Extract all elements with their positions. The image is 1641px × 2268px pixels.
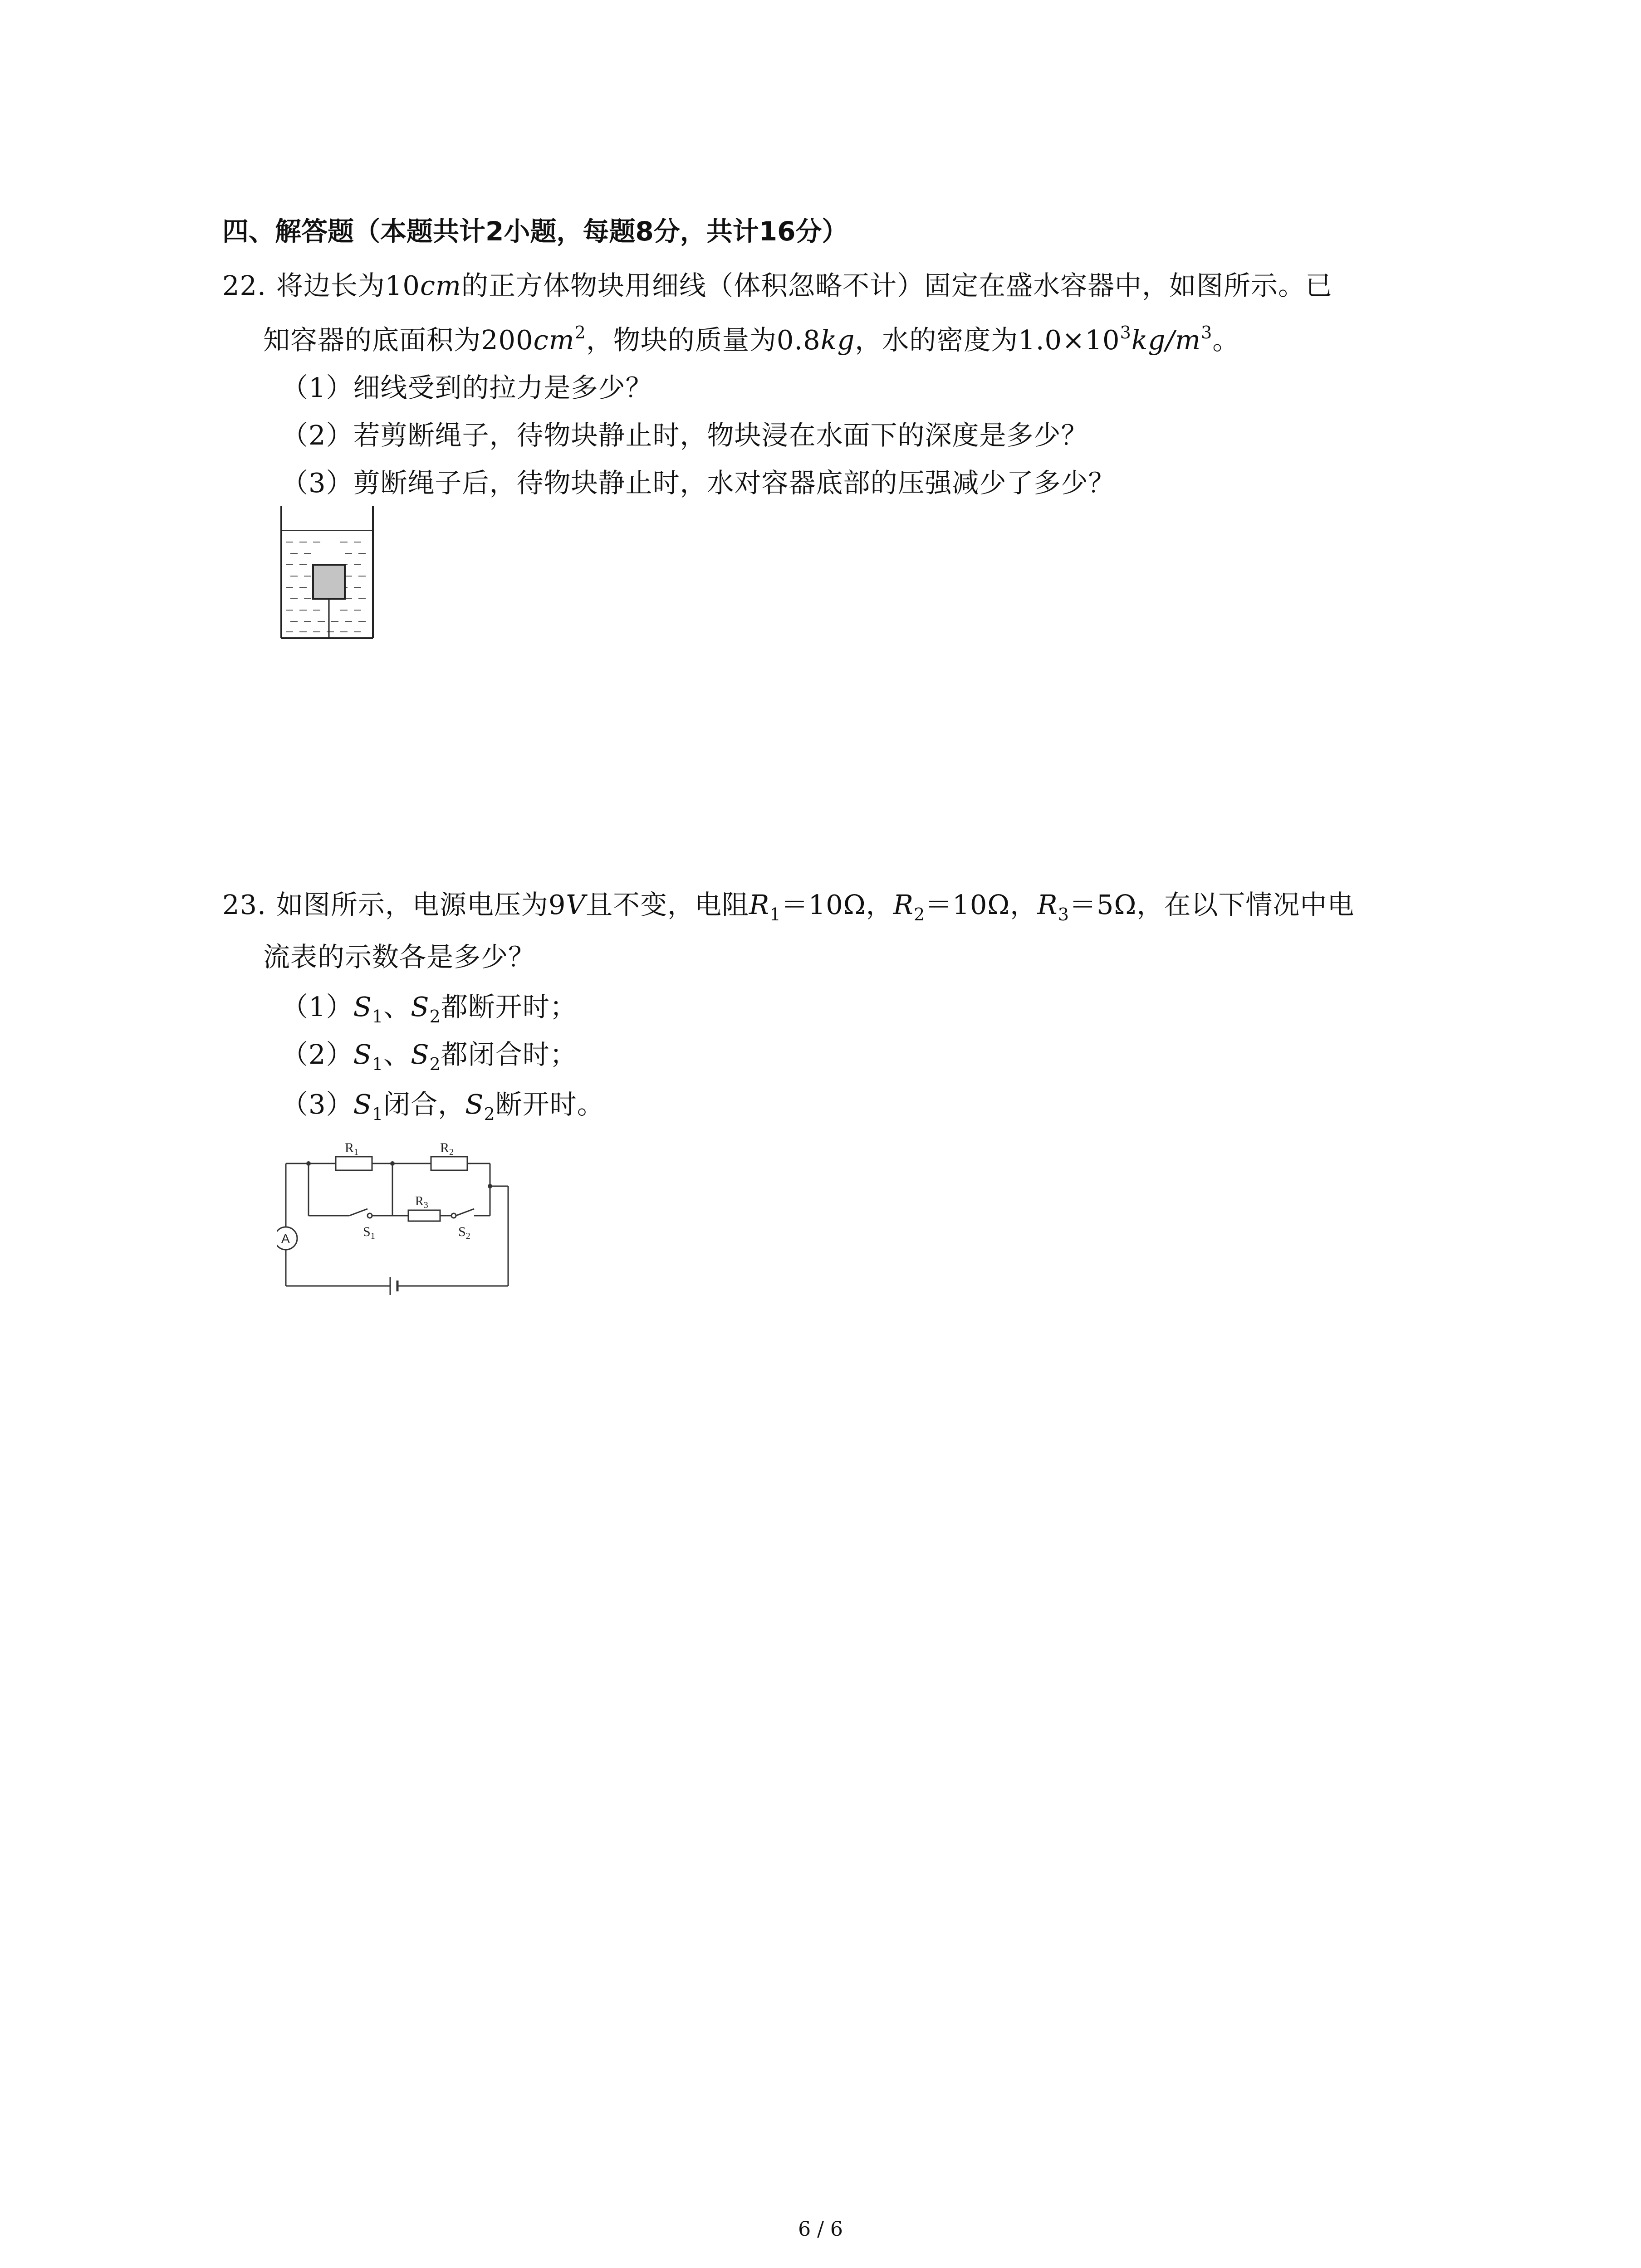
- resistor-r1: [336, 1157, 372, 1170]
- page-number: 6 / 6: [798, 2218, 843, 2241]
- q23-subquestion-2: $(2)S_1$、$S_2$都闭合时；: [281, 1039, 577, 1074]
- q22-line-2: 知容器的底面积为$200cm^2$，物块的质量为0.8kg，水的密度为$1.0\times 10^3kg/m^3$。: [263, 323, 1240, 356]
- resistor-r2: [431, 1157, 467, 1170]
- label-s1: $S_1$: [363, 1224, 375, 1241]
- q22-subquestion-2: （2）若剪断绳子，待物块静止时，物块浸在水面下的深度是多少？: [281, 420, 1088, 451]
- label-s2: $S_2$: [458, 1224, 470, 1241]
- q22-number: 22.: [222, 270, 266, 301]
- q23-subquestion-1: $(1)S_1$、$S_2$都断开时；: [281, 991, 577, 1026]
- switch-s1: [349, 1209, 367, 1216]
- label-r1: $R_1$: [345, 1140, 359, 1157]
- q23-number: 23.: [222, 889, 266, 920]
- switch-s2: [456, 1209, 474, 1216]
- q23-line-1: 23. 如图所示，电源电压为9V且不变，电阻$R_1=10\Omega$，$R_2=10\Omega$，$R_3=5\Omega$，在以下情况中电: [222, 887, 1354, 923]
- label-r2: $R_2$: [440, 1140, 454, 1157]
- q23-line-2: 流表的示数各是多少？: [263, 941, 536, 973]
- q22-line-1: 22. 将边长为10cm的正方体物块用细线（体积忽略不计）固定在盛水容器中，如图所示。已: [222, 268, 1332, 304]
- ammeter-label: A: [281, 1232, 290, 1246]
- label-r3: $R_3$: [415, 1194, 428, 1210]
- q22-subquestion-1: （1）细线受到的拉力是多少？: [281, 372, 653, 403]
- section-title: 四、解答题（本题共计2小题，每题8分，共计16分）: [222, 216, 848, 247]
- resistor-r3: [408, 1210, 440, 1221]
- q23-subquestion-3: $(3)S_1$闭合，$S_2$断开时。: [281, 1089, 604, 1124]
- circuit-diagram: [277, 1136, 517, 1300]
- q22-subquestion-3: （3）剪断绳子后，待物块静止时，水对容器底部的压强减少了多少？: [281, 467, 1116, 499]
- cube-block: [313, 565, 345, 599]
- water-container-diagram: [272, 506, 381, 642]
